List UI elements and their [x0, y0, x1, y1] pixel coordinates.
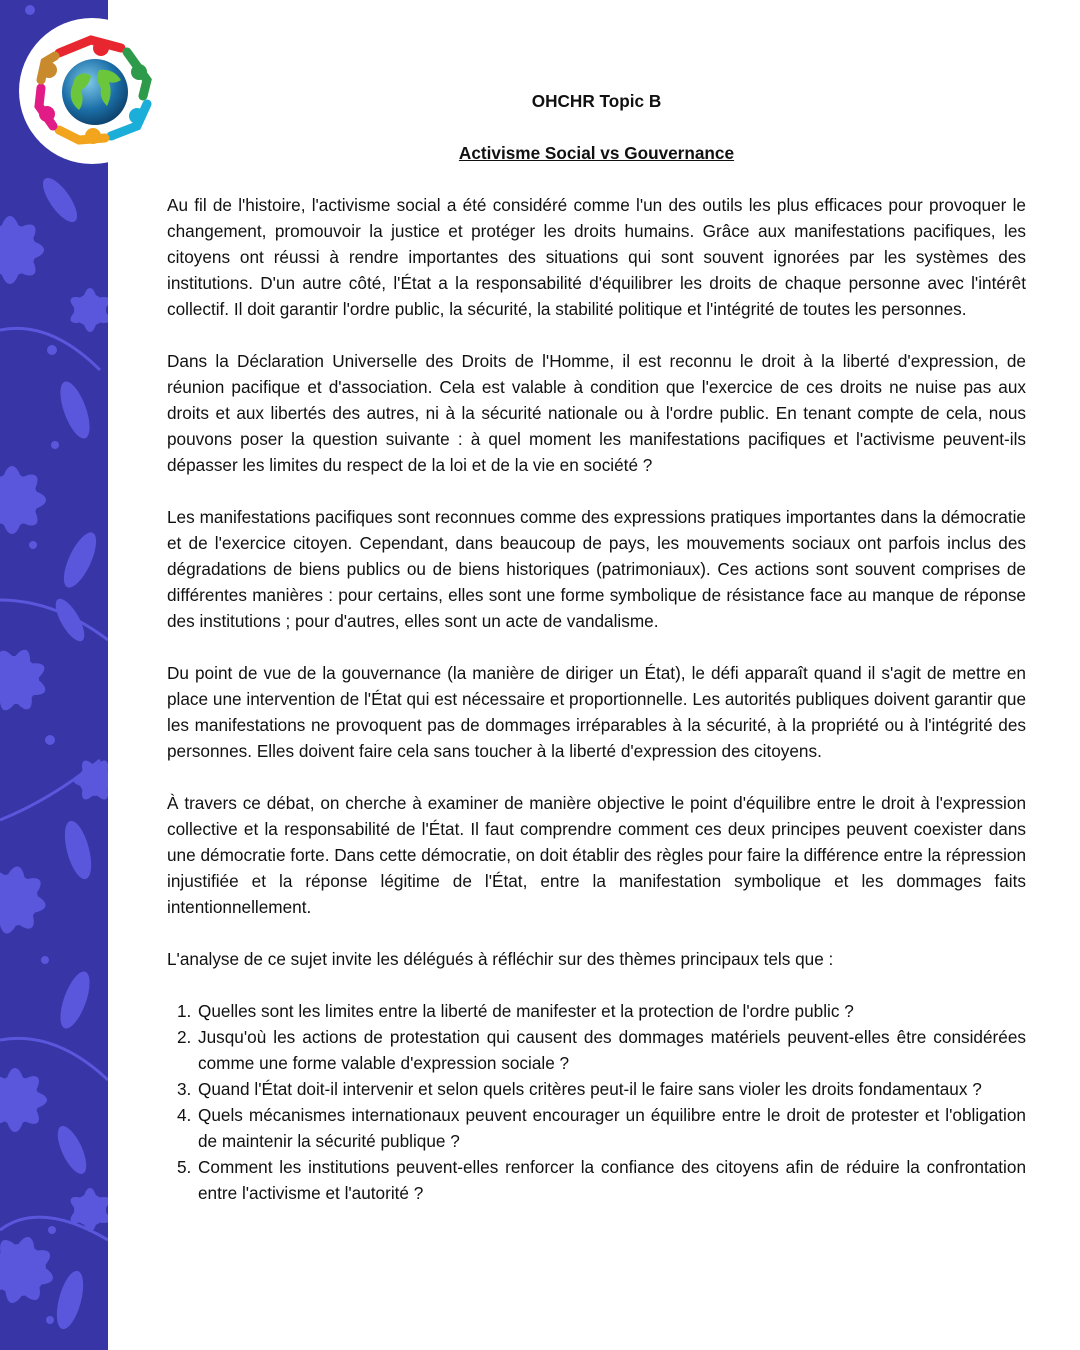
leaf-icon — [57, 528, 102, 592]
flower-icon — [0, 1068, 47, 1132]
flower-icon — [73, 757, 108, 803]
decorative-sidebar — [0, 0, 108, 1350]
leaf-icon — [52, 1268, 89, 1332]
globe-people-logo-icon — [19, 18, 165, 164]
list-text: Jusqu'où les actions de protestation qui causent des dommages matériels peuvent-elles être considérées comme une forme valable d'expression sociale ? — [198, 1027, 1026, 1073]
list-number: 3. — [177, 1079, 192, 1099]
flower-icon — [0, 646, 49, 714]
paragraph: Les manifestations pacifiques sont reconnues comme des expressions pratiques importantes dans la démocratie et de l'exercice citoyen. Cependant, dans beaucoup de pays, les mouvements sociaux ont parfois inclus des dégradations de biens publics ou de biens historiques (patrimoniaux). Ces actions sont souvent comprises de différentes manières : pour certains, elles sont une forme symbolique de résistance face au manque de réponse des institutions ; pour d'autres, elles sont un acte de vandalisme. — [167, 507, 1026, 631]
paragraph: Dans la Déclaration Universelle des Droits de l'Homme, il est reconnu le droit à la liberté d'expression, de réunion pacifique et d'association. Cela est valable à condition que l'exercice de ces droits ne nuise pas aux droits et aux libertés des autres, ni à la sécurité nationale ou à l'ordre public. En tenant compte de cela, nous pouvons poser la question suivante : à quel moment les manifestations pacifiques et l'activisme peuvent-ils dépasser les limites du respect de la loi et de la vie en société ? — [167, 351, 1026, 475]
document-title: OHCHR Topic B — [531, 91, 662, 111]
leaf-icon — [60, 818, 97, 882]
list-item — [167, 1024, 1026, 1076]
list-text: Comment les institutions peuvent-elles renforcer la confiance des citoyens afin de réduire la confrontation entre l'activisme et l'autorité ? — [198, 1157, 1026, 1203]
document-body — [167, 88, 1026, 1206]
paragraph: À travers ce débat, on cherche à examiner de manière objective le point d'équilibre entre le droit à l'expression collective et la responsabilité de l'État. Il faut comprendre comment ces deux principes peuvent coexister dans une démocratie forte. Dans cette démocratie, on doit établir des règles pour faire la différence entre la répression injustifiée et la réponse légitime de l'État, entre la manifestation symbolique et les dommages faits intentionnellement. — [167, 793, 1026, 917]
list-item — [167, 1076, 1026, 1102]
flower-icon — [67, 288, 108, 332]
list-text: Quelles sont les limites entre la liberté de manifester et la protection de l'ordre public ? — [198, 1001, 854, 1021]
leaf-icon — [54, 968, 95, 1032]
questions-list — [167, 998, 1026, 1206]
list-number: 4. — [177, 1105, 192, 1125]
list-number: 5. — [177, 1157, 192, 1177]
leaf-icon — [52, 1122, 92, 1178]
floral-pattern-icon — [0, 0, 108, 1350]
list-item — [167, 1102, 1026, 1154]
list-text: Quand l'État doit-il intervenir et selon quels critères peut-il le faire sans violer les droits fondamentaux ? — [198, 1079, 982, 1099]
leaf-icon — [50, 595, 90, 646]
paragraph: Au fil de l'histoire, l'activisme social a été considéré comme l'un des outils les plus efficaces pour provoquer le changement, promouvoir la justice et protéger les droits humains. Grâce aux manifestations pacifiques, les citoyens ont réussi à rendre importantes des situations qui sont souvent ignorées par les systèmes des institutions. D'un autre côté, l'État a la responsabilité d'équilibrer les droits de chaque personne avec l'intérêt collectif. Il doit garantir l'ordre public, la sécurité, la stabilité politique et l'intégrité de toutes les personnes. — [167, 195, 1026, 319]
flower-icon — [0, 864, 48, 935]
list-text: Quels mécanismes internationaux peuvent encourager un équilibre entre le droit de protester et l'obligation de maintenir la sécurité publique ? — [198, 1105, 1026, 1151]
document-subtitle: Activisme Social vs Gouvernance — [458, 143, 735, 163]
flower-icon — [0, 1234, 56, 1306]
leaf-icon — [54, 378, 95, 442]
list-number: 1. — [177, 1001, 192, 1021]
list-number: 2. — [177, 1027, 192, 1047]
flower-icon — [0, 216, 44, 284]
flower-icon — [0, 466, 46, 534]
flower-icon — [67, 1188, 108, 1232]
list-item — [167, 1154, 1026, 1206]
paragraph: Du point de vue de la gouvernance (la manière de diriger un État), le défi apparaît quand il s'agit de mettre en place une intervention de l'État qui est nécessaire et proportionnelle. Les autorités publiques doivent garantir que les manifestations ne provoquent pas de dommages irréparables à la sécurité, à la propriété ou à l'intégrité des personnes. Elles doivent faire cela sans toucher à la liberté d'expression des citoyens. — [167, 663, 1026, 761]
logo — [19, 18, 165, 164]
list-item — [167, 998, 1026, 1024]
leaf-icon — [37, 173, 83, 227]
questions-intro: L'analyse de ce sujet invite les délégués à réfléchir sur des thèmes principaux tels que : — [167, 949, 834, 969]
